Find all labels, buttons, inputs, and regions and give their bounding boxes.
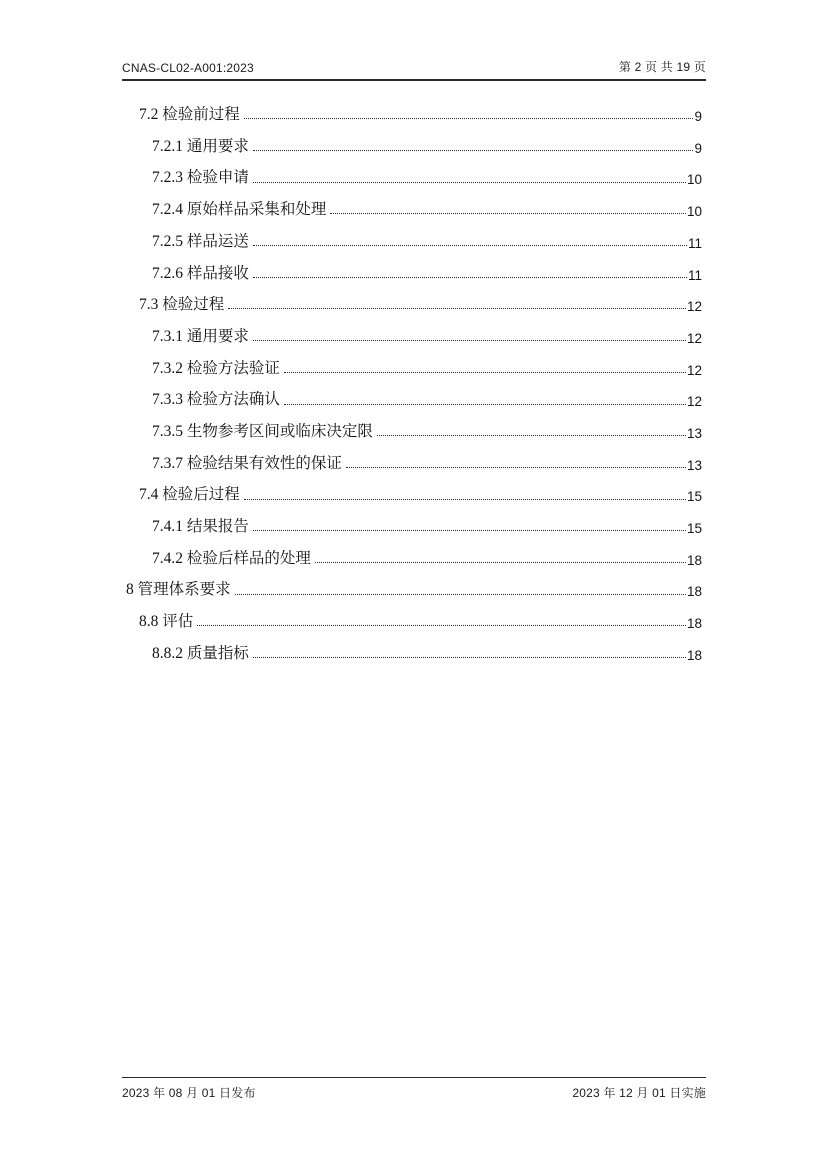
dot-leader <box>253 657 686 658</box>
toc-entry-page-number: 9 <box>694 109 702 125</box>
toc-entry-page-number: 11 <box>687 235 702 251</box>
toc-entry-label: 7.3.3 检验方法确认 <box>152 391 280 409</box>
toc-entry-label: 7.3.2 检验方法验证 <box>152 359 280 377</box>
toc-entry <box>126 353 702 385</box>
toc-entry-page-number: 18 <box>686 552 702 568</box>
toc-entry-page-number: 15 <box>686 489 702 505</box>
dot-leader <box>330 213 686 214</box>
toc-entry-label: 7.3.5 生物参考区间或临床决定限 <box>152 422 373 440</box>
toc-entry-label: 7.3.1 通用要求 <box>152 327 249 345</box>
dot-leader <box>377 435 686 436</box>
toc-entry-label: 8.8 评估 <box>139 613 194 631</box>
toc-entry-label: 7.2 检验前过程 <box>139 106 240 124</box>
toc-entry-label: 7.4.2 检验后样品的处理 <box>152 549 311 567</box>
toc-entry-label: 7.2.1 通用要求 <box>152 137 249 155</box>
toc-entry-label: 7.2.3 检验申请 <box>152 169 249 187</box>
toc-entry-page-number: 11 <box>687 267 702 283</box>
toc-entry-page-number: 13 <box>686 457 702 473</box>
toc-entry <box>126 448 702 480</box>
toc-entry-label: 8.8.2 质量指标 <box>152 644 249 662</box>
dot-leader <box>346 467 686 468</box>
dot-leader <box>253 277 687 278</box>
toc-entry-label: 7.2.4 原始样品采集和处理 <box>152 201 327 219</box>
toc-entry-label: 8 管理体系要求 <box>126 581 231 599</box>
toc-entry <box>126 162 702 194</box>
toc-entry-page-number: 12 <box>686 394 702 410</box>
dot-leader <box>197 625 686 626</box>
toc-entry <box>126 606 702 638</box>
toc-entry <box>126 511 702 543</box>
dot-leader <box>253 340 686 341</box>
toc-entry <box>126 131 702 163</box>
toc-entry-page-number: 10 <box>686 204 702 220</box>
page-footer <box>122 1077 706 1101</box>
toc-entry <box>126 226 702 258</box>
table-of-contents <box>126 99 702 669</box>
dot-leader <box>253 182 686 183</box>
toc-entry-page-number: 18 <box>686 647 702 663</box>
dot-leader <box>228 308 686 309</box>
toc-entry <box>126 194 702 226</box>
toc-entry-label: 7.2.6 样品接收 <box>152 264 249 282</box>
implement-date: 2023 年 12 月 01 日实施 <box>572 1086 706 1100</box>
toc-entry-label: 7.4 检验后过程 <box>139 486 240 504</box>
document-code: CNAS-CL02-A001:2023 <box>122 61 254 75</box>
toc-entry <box>126 638 702 670</box>
release-date: 2023 年 08 月 01 日发布 <box>122 1086 256 1100</box>
toc-entry-page-number: 12 <box>686 330 702 346</box>
toc-entry <box>126 99 702 131</box>
toc-entry <box>126 321 702 353</box>
toc-entry-page-number: 12 <box>686 362 702 378</box>
toc-entry-page-number: 9 <box>694 140 702 156</box>
dot-leader <box>284 372 686 373</box>
toc-entry-label: 7.4.1 结果报告 <box>152 518 249 536</box>
toc-entry <box>126 574 702 606</box>
dot-leader <box>253 245 687 246</box>
dot-leader <box>235 594 686 595</box>
toc-entry <box>126 257 702 289</box>
dot-leader <box>244 118 694 119</box>
dot-leader <box>253 530 686 531</box>
toc-entry <box>126 416 702 448</box>
dot-leader <box>253 150 694 151</box>
toc-entry-label: 7.2.5 样品运送 <box>152 232 249 250</box>
toc-entry <box>126 543 702 575</box>
dot-leader <box>315 562 686 563</box>
toc-entry-page-number: 10 <box>686 172 702 188</box>
toc-entry <box>126 289 702 321</box>
toc-entry-label: 7.3 检验过程 <box>139 296 225 314</box>
toc-entry-page-number: 18 <box>686 616 702 632</box>
toc-entry <box>126 479 702 511</box>
toc-entry-page-number: 13 <box>686 425 702 441</box>
page-header <box>122 58 706 81</box>
toc-entry-page-number: 12 <box>686 299 702 315</box>
toc-entry-page-number: 15 <box>686 521 702 537</box>
page-indicator: 第 2 页 共 19 页 <box>618 60 706 74</box>
toc-entry <box>126 384 702 416</box>
dot-leader <box>244 499 686 500</box>
toc-entry-label: 7.3.7 检验结果有效性的保证 <box>152 454 342 472</box>
toc-entry-page-number: 18 <box>686 584 702 600</box>
dot-leader <box>284 404 686 405</box>
